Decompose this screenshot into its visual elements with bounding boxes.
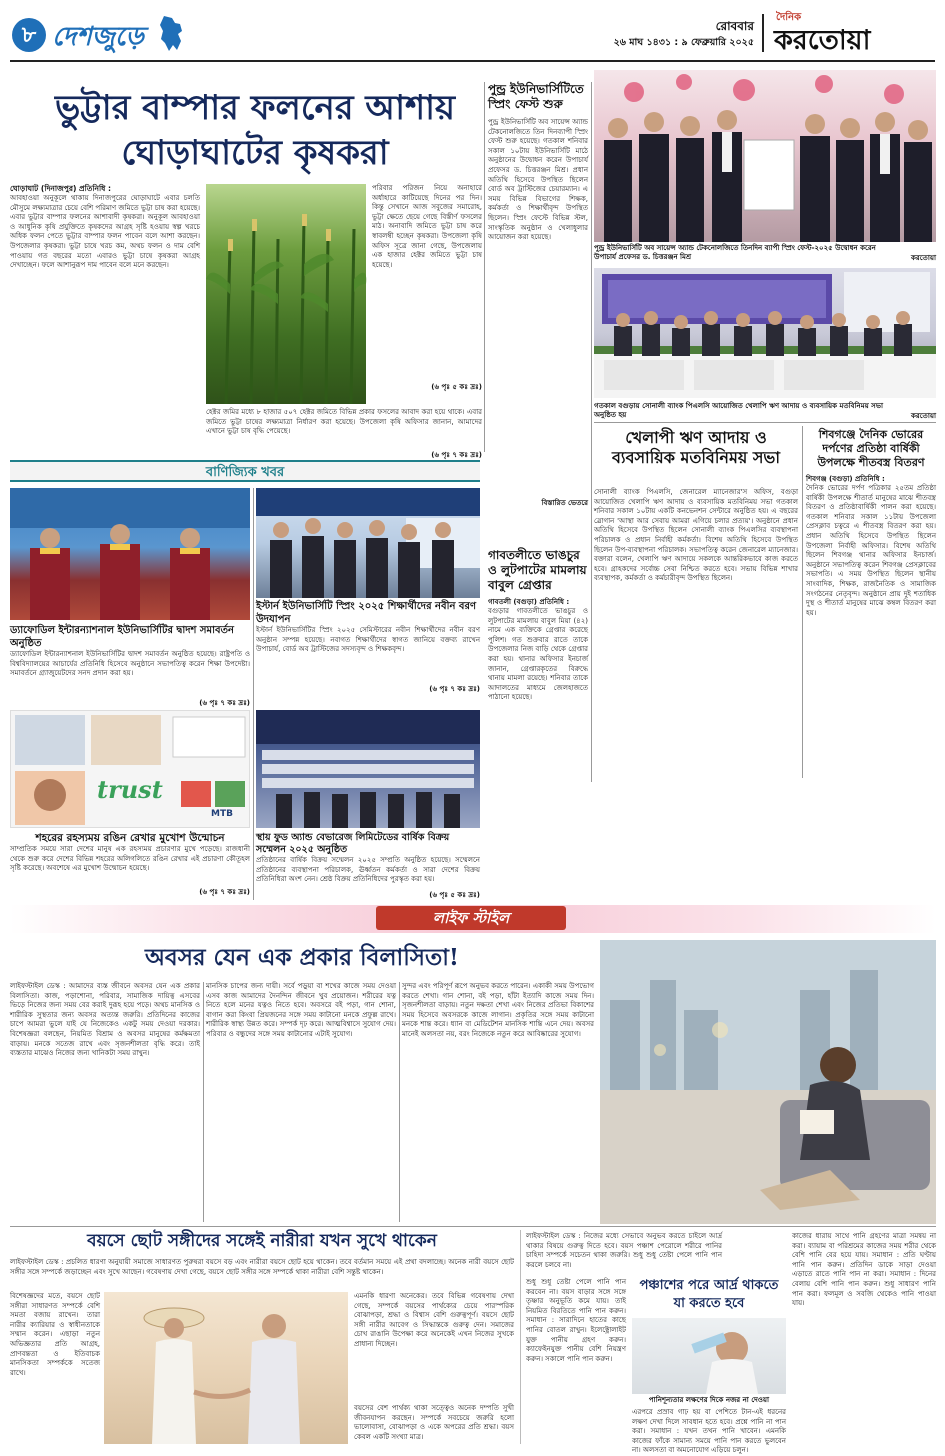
daffodil-more: (৬ পৃঃ ৭ কঃ দ্রঃ) <box>199 699 250 707</box>
partners-intro: লাইফস্টাইল ডেস্ক : প্রচলিত ধারণা অনুযায়ী সমাজে সাধারণত পুরুষরা বয়সে বড় এবং নারীরা বয়সে ছোট হয়ে থাকেন। তবে বর্তমান সময়ে এই প্রথা বদলাচ্ছে। অনেক নারী বয়সে ছোট সঙ্গীর সঙ্গে সম্পর্কে জড়াচ্ছেন এবং সুখে আছেন। গবেষণায় দেখা গেছে, বয়সে ছোট সঙ্গীর সঙ্গে সম্পর্কে থাকা নারীরা বেশি সন্তুষ্ট থাকেন। <box>10 1258 514 1276</box>
column-rule <box>591 82 592 782</box>
colorful-lines-collage-photo <box>10 710 250 828</box>
lead-column-mid <box>372 184 482 394</box>
leisure-headline: অবসর যেন এক প্রকার বিলাসিতা! <box>144 944 460 971</box>
pundra-body: পুন্ড্র ইউনিভার্সিটি অব সায়েন্স অ্যান্ড টেকনোলজিতে তিন দিনব্যাপী স্প্রিং ফেস্ট শুরু হয়েছে। গতকাল শনিবার সকাল ১০টায় ইউনিভার্সিটি মাঠে অনুষ্ঠানের উদ্বোধন করেন উপাচার্য প্রফেসর ড. চিত্তরঞ্জন মিশ্র। প্রধান অতিথি হিসেবে উপস্থিত ছিলেন বোর্ড অব ট্রাস্টিজের চেয়ারম্যান। এ সময় বিভিন্ন বিভাগের শিক্ষক, কর্মকর্তা ও শিক্ষার্থীবৃন্দ উপস্থিত ছিলেন। স্প্রিং ফেস্টে বিভিন্ন স্টল, সাংস্কৃতিক অনুষ্ঠান ও খেলাধুলার আয়োজন করা হয়েছে। <box>488 118 588 242</box>
daffodil-body: ড্যাফোডিল ইন্টারন্যাশনাল ইউনিভার্সিটির দ্বাদশ সমাবর্তন অনুষ্ঠিত হয়েছে। রাষ্ট্রপতি ও বিশ্ববিদ্যালয়ের আচার্যের প্রতিনিধি হিসেবে অনুষ্ঠানে সভাপতিত্ব করেন শিক্ষা উপদেষ্টা। সমাবর্তনে গ্র্যাজুয়েটদের সনদ প্রদান করা হয়। <box>10 650 250 678</box>
maize-plants-graphic <box>206 184 366 404</box>
loan-photo-credit: করতোয়া <box>911 412 936 420</box>
partners-left: বিশেষজ্ঞদের মতে, বয়সে ছোট সঙ্গীরা সাধারণত সম্পর্কে বেশি সমতা বজায় রাখেন। তারা নারীর ক্যারিয়ার ও স্বাধীনতাকে সম্মান করেন। এছাড়া নতুন অভিজ্ঞতার প্রতি আগ্রহ, প্রাণবন্ততা ও ইতিবাচক মানসিকতা সম্পর্ককে সতেজ রাখে। <box>10 1292 100 1377</box>
masthead-rule <box>10 60 935 62</box>
paper-prefix: দৈনিক <box>776 12 802 23</box>
eastern-orientation-photo <box>256 488 480 598</box>
loan-body: সোনালী ব্যাংক পিএলসি, জেনারেল ম্যানেজার'স অফিস, বগুড়া আয়োজিত খেলাপি ঋণ আদায় ও ব্যবসায়িক মতবিনিময় সভা গতকাল শনিবার সকাল ১০টায় একটি কনভেনশন সেন্টারে অনুষ্ঠিত হয়। এ বছরের স্লোগান 'আস্থা আর সেবায় আমরা এগিয়ে চলার প্রত্যয়'। অনুষ্ঠানে প্রধান অতিথি হিসেবে উপস্থিত ছিলেন সোনালী ব্যাংক পিএলসির ব্যবস্থাপনা পরিচালক ও প্রধান নির্বাহী কর্মকর্তা। বিশেষ অতিথি হিসেবে উপস্থিত ছিলেন উপ-ব্যবস্থাপনা পরিচালক। সভাপতিত্ব করেন জেনারেল ম্যানেজার। বক্তারা বলেন, খেলাপি ঋণ আদায়ে সকলকে আন্তরিকভাবে কাজ করতে হবে। গ্রাহকদের সর্বোচ্চ সেবা নিশ্চিত করতে হবে। সভায় বিভিন্ন শাখার ব্যবস্থাপক, কর্মকর্তা ও কর্মচারীবৃন্দ উপস্থিত ছিলেন। <box>594 488 798 583</box>
commercial-band: বাণিজ্যিক খবর <box>10 460 480 482</box>
pundra-headline: পুন্ড্র ইউনিভার্সিটিতে স্প্রিং ফেস্ট শুরু <box>488 82 584 111</box>
ceremony-people-graphic <box>594 70 936 242</box>
shibganj-headline: শিবগঞ্জে দৈনিক ভোরের দর্পণের প্রতিষ্ঠা বার্ষিকী উপলক্ষে শীতবস্ত্র বিতরণ <box>817 428 925 469</box>
pundra-ceremony-photo <box>594 70 936 242</box>
eastern-more: (৬ পৃঃ ৭ কঃ দ্রঃ) <box>429 685 480 693</box>
section-rule <box>10 1226 936 1227</box>
leisure-col2: মানসিক চাপের জন্য দায়ী। সর্বে পড়ুয়া বা শখের কাজে সময় দেওয়া এসব কাজ আমাদের দৈনন্দিন জীবনে খুব প্রয়োজন। শরীরের যত্ন নিতে হলে মনের যত্নও নিতে হবে। অবসরে বই পড়া, গান শোনা, বাগান করা কিংবা প্রিয়জনের সঙ্গে সময় কাটানো মনকে প্রফুল্ল রাখে। শারীরিক স্বাস্থ্য উন্নত করে। সম্পর্ক দৃঢ় করে। আত্মবিশ্বাসে সুযোগ দেয়। পরিবার ও বন্ধুদের সঙ্গে সময় কাটানোর এটাই সুযোগ। <box>206 982 396 1038</box>
shibganj-story <box>806 428 936 778</box>
couple-graphic <box>104 1292 348 1444</box>
masthead <box>0 0 945 62</box>
hydration-col1: শুধু শুধু তেষ্টা পেলে পানি পান করবেন না। বয়স বাড়ার সঙ্গে সঙ্গে তৃষ্ণার অনুভূতি কমে যায়। তাই নিয়মিত বিরতিতে পানি পান করুন। সমাধান : সারাদিনে হাতের কাছে পানির বোতল রাখুন। ইলেক্ট্রোলাইট যুক্ত পানীয় গ্রহণ করুন। ক্যাফেইনযুক্ত পানীয় বেশি নিয়ন্ত্রণ করুন। সকালে পানি পান করুন। <box>526 1278 626 1363</box>
leisure-col1: লাইফস্টাইল ডেস্ক : আমাদের ব্যস্ত জীবনে অবসর যেন এক প্রকার বিলাসিতা। কাজ, পড়াশোনা, পরিবার, সামাজিক দায়িত্ব এসবের ভিড়ে নিজের জন্য সময় বের করাই দুরূহ হয়ে পড়ে। অথচ মানসিক ও শারীরিক সুস্থতার জন্য অবসর অত্যন্ত জরুরি। প্রতিদিনের কাজের চাপে আমরা ভুলে যাই যে নিজেকেও একটু সময় দেওয়া দরকার। বিশেষজ্ঞরা বলছেন, নিয়মিত বিশ্রাম ও অবসর মানুষের কর্মক্ষমতা বাড়ায়। মনকে সতেজ রাখে এবং সৃজনশীলতা বৃদ্ধি করে। তাই ব্যস্ততার মাঝেও নিজের জন্য খানিকটা সময় রাখুন। <box>10 982 200 1058</box>
gabtoli-body: বগুড়ার গাবতলীতে ভাঙচুর ও লুটপাটের মামলায় বাবুল মিয়া (৪২) নামে এক ব্যক্তিকে গ্রেপ্তার করেছে পুলিশ। গত শুক্রবার রাতে তাকে উপজেলার নিজ বাড়ি থেকে গ্রেপ্তার করা হয়। থানার অফিসার ইনচার্জ জানান, গ্রেপ্তারকৃতের বিরুদ্ধে থানায় মামলা রয়েছে। শনিবার তাকে আদালতের মাধ্যমে জেলহাজতে পাঠানো হয়েছে। <box>488 607 588 702</box>
orientation-graphic <box>256 488 480 598</box>
lifestyle-banner: লাইফ স্টাইল <box>376 906 566 930</box>
sales-conference-photo <box>256 710 480 828</box>
column-rule <box>484 82 485 452</box>
reading-woman-photo <box>600 940 936 1224</box>
lead-headline-line2: ঘোড়াঘাটের কৃষকরা <box>121 133 389 173</box>
mtb-badge: MTB <box>211 809 233 819</box>
hydration-tail: এরপরে প্রস্রাব গাঢ় হয় বা পেশিতে টান-এই ধরনের লক্ষণ দেখা দিলে সাবধান হতে হবে। প্রশ্নে পানি না পান করা। সমাধান : যখন তখন পানি খাবেন। এমনকি কাজের ফাঁকে সামান্য সময়ে পানি পান করতে ভুলবেন না। অলসতা বা অমনোযোগ এড়িয়ে চলুন। <box>632 1408 786 1455</box>
water-bottle-graphic <box>632 1318 786 1394</box>
lead-headline-line1: ভুট্টার বাম্পার ফলনের আশায় <box>54 88 456 128</box>
gabtoli-dateline: গাবতলী (বগুড়া) প্রতিনিধি : <box>488 598 570 606</box>
gabtoli-story <box>488 548 588 780</box>
date-line: ২৬ মাঘ ১৪৩১ : ৯ ফেব্রুয়ারি ২০২৫ <box>613 37 754 48</box>
conference-crowd-graphic <box>256 710 480 828</box>
shibganj-body: দৈনিক ভোরের দর্পণ পত্রিকার ২৫তম প্রতিষ্ঠা বার্ষিকী উপলক্ষে শীতার্ত মানুষের মাঝে শীতবস্ত্র বিতরণ ও প্রতিষ্ঠাবার্ষিকী পালন করা হয়েছে। গতকাল শনিবার সকাল ১১টায় উপজেলা প্রেসক্লাব চত্বরে এ শীতবস্ত্র বিতরণ করা হয়। প্রধান অতিথি হিসেবে উপস্থিত ছিলেন উপজেলা নির্বাহী অফিসার। বিশেষ অতিথি ছিলেন শিবগঞ্জ থানার অফিসার ইনচার্জ। অনুষ্ঠানে সভাপতিত্ব করেন শিবগঞ্জ প্রেসক্লাবের সভাপতি। এ সময় উপস্থিত ছিলেন স্থানীয় সাংবাদিক, শিক্ষক, রাজনৈতিক ও সামাজিক সংগঠনের নেতৃবৃন্দ। অনুষ্ঠানে প্রায় দুই শতাধিক দুস্থ ও শীতার্ত মানুষের মাঝে কম্বল বিতরণ করা হয়। <box>806 484 936 617</box>
column-rule <box>203 982 204 1222</box>
lead-dateline: ঘোড়াঘাট (দিনাজপুর) প্রতিনিধি : <box>10 184 111 193</box>
day-label: রোববার <box>715 19 754 33</box>
pundra-photo-caption: পুন্ড্র ইউনিভার্সিটি অব সায়েন্স অ্যান্ড টেকনোলজিতে তিনদিন ব্যাপী স্প্রিং ফেস্ট-২০২৫ উদ্বোধন করেন উপাচার্য প্রফেসর ড. চিত্তরঞ্জন মিশ্র <box>594 244 876 261</box>
colorful-lines-headline: শহরের রহস্যময় রঙিন রেখার মুখোশ উন্মোচন <box>35 832 225 844</box>
lead-continued-mid: (৬ পৃঃ ৫ কঃ দ্রঃ) <box>431 383 482 391</box>
drinking-water-photo <box>632 1318 786 1394</box>
column-rule <box>253 488 254 900</box>
column-rule <box>399 982 400 1222</box>
colorful-lines-more: (৬ পৃঃ ৭ কঃ দ্রঃ) <box>199 888 250 896</box>
column-rule <box>802 426 803 778</box>
loan-meeting-photo <box>594 268 936 398</box>
sales-conference-story <box>256 832 480 904</box>
lead-body-bottom: হেক্টর জমির মধ্যে ৮ হাজার ৫০৭ হেক্টর জমিতে বিভিন্ন প্রকার ফসলের আবাদ করা হয়ে থাকে। এবার জমিতে ভুট্টা চাষের লক্ষ্যমাত্রা নির্ধারণ করা হয়েছে। উপজেলা কৃষি অফিসার জানান, আমাদের এখানে ভুট্টা চাষ বৃদ্ধি পেয়েছে। <box>206 408 482 436</box>
shibganj-dateline: শিবগঞ্জ (বগুড়া) প্রতিনিধি : <box>806 475 885 483</box>
section-title: দেশজুড়ে <box>52 22 144 52</box>
daffodil-convocation-photo <box>10 488 250 620</box>
trust-ad-text: trust <box>97 775 163 804</box>
eastern-headline: ইস্টার্ন ইউনিভার্সিটি স্প্রিং ২০২৫ শিক্ষার্থীদের নবীন বরণ উদযাপন <box>256 601 477 625</box>
sales-conference-body: প্রতিষ্ঠানের বার্ষিক বিক্রয় সম্মেলন ২০২৫ সম্প্রতি অনুষ্ঠিত হয়েছে। সম্মেলনে প্রতিষ্ঠানের ব্যবস্থাপনা পরিচালক, ঊর্ধ্বতন কর্মকর্তা ও সারা দেশের বিক্রয় প্রতিনিধিরা অংশ নেন। শ্রেষ্ঠ বিক্রয় প্রতিনিধিদের পুরস্কৃত করা হয়। <box>256 856 480 884</box>
lead-column-left <box>10 184 200 460</box>
partners-bottom: বয়সের বেশ পার্থক্য থাকা সত্ত্বেও অনেক দম্পতি সুখী জীবনযাপন করছেন। সম্পর্কে সবচেয়ে জরুরি হলো ভালোবাসা, বোঝাপড়া ও একে অপরের প্রতি শ্রদ্ধা। বয়স কেবল একটি সংখ্যা মাত্র। <box>354 1404 514 1441</box>
eastern-story <box>256 600 480 706</box>
gabtoli-headline: গাবতলীতে ভাঙচুর ও লুটপাটের মামলায় বাবুল গ্রেপ্তার <box>488 548 587 592</box>
partners-headline: বয়সে ছোট সঙ্গীদের সঙ্গেই নারীরা যখন সুখে থাকেন <box>87 1231 437 1251</box>
sales-conference-more: (৬ পৃঃ ৫ কঃ দ্রঃ) <box>429 891 480 899</box>
hydration-intro: লাইফস্টাইল ডেস্ক : নিজের মধ্যে সেভাবে অনুভব করতে চাইলে আর্দ্র থাকার বিষয়ে গুরুত্ব দিতে হবে। বয়স পঞ্চাশ পেরোলে শরীরে পানির চাহিদা সম্পর্কে সচেতন থাকা জরুরি। শুধু শুধু তেষ্টা পেলে পানি পান করলে চলবে না। <box>526 1232 722 1269</box>
eastern-body: ইস্টার্ন ইউনিভার্সিটির স্প্রিং ২০২৫ সেমিস্টারের নবীন শিক্ষার্থীদের নবীন বরণ অনুষ্ঠান সম্পন্ন হয়েছে। নবাগত শিক্ষার্থীদের স্বাগত জানিয়ে বক্তব্য রাখেন উপাচার্য, বোর্ড অব ট্রাস্টিজের সদস্যবৃন্দ ও শিক্ষকবৃন্দ। <box>256 626 480 654</box>
lead-column-bottom <box>206 408 482 460</box>
section-rule <box>594 422 936 423</box>
pundra-photo-credit: করতোয়া <box>911 254 936 262</box>
page-number-badge: ৮ <box>12 18 46 52</box>
lead-body-left: আবহাওয়া অনুকূলে থাকায় দিনাজপুরের ঘোড়াঘাটে এবার চলতি মৌসুমে লক্ষ্যমাত্রার চেয়ে বেশি পরিমাণ জমিতে ভুট্টা চাষ করা হয়েছে। এবার ভুট্টার বাম্পার ফলনের আশাবাদী কৃষকরা। অনুকূল আবহাওয়া ও আধুনিক কৃষি প্রযুক্তিতে কৃষকদের আগ্রহ সৃষ্টি হওয়ায় স্বল্প খরচে অধিক ফলন পেতে ভুট্টার বাম্পার ফলন পাবেন বলে আশা করছেন। উপজেলার কৃষকরা। ভুট্টা চাষে খরচ কম, অথচ ফলন ও দাম বেশি পাওয়ায় গত বছরের মতো এবারও ভুট্টা চাষে কৃষকরা আগ্রহ দেখাচ্ছেন। ফলে আশানুরূপ দাম পাবেন বলে মনে করছেন। <box>10 194 200 270</box>
hydration-caption: পানিশূন্যতার লক্ষণের দিকে নজর না দেওয়া <box>648 1396 770 1404</box>
sales-conference-headline: স্থায় ফুড অ্যান্ড বেভারেজ লিমিটেডের বার্ষিক বিক্রয় সম্মেলন ২০২৫ অনুষ্ঠিত <box>256 832 450 855</box>
hydration-headline-line2: যা করতে হবে <box>673 1296 745 1311</box>
lead-continued: (৬ পৃঃ ৭ কঃ দ্রঃ) <box>431 451 482 459</box>
convocation-graphic <box>10 488 250 620</box>
reading-scene-graphic <box>600 940 936 1224</box>
meeting-stage-graphic <box>594 268 936 398</box>
partners-mid: এমনকি ধারণা অনেকের। তবে বিভিন্ন গবেষণায় দেখা গেছে, সম্পর্কে বয়সের পার্থক্যের চেয়ে পারস্পরিক বোঝাপড়া, শ্রদ্ধা ও বিশ্বাস বেশি গুরুত্বপূর্ণ। বয়সে ছোট সঙ্গী নারীর আবেগ ও সিদ্ধান্তকে গুরুত্ব দেন। সমাজের চোখ রাঙানি উপেক্ষা করে অনেকেই এখন নিজের সুখকে প্রাধান্য দিচ্ছেন। <box>354 1292 514 1348</box>
masthead-divider <box>762 14 764 52</box>
maize-field-photo <box>206 184 366 404</box>
lead-body-mid: পরিবার পরিজন নিয়ে অনাহারে অর্ধাহারে কাটিয়েছে দিনের পর দিন। কিন্তু সেখানে আজ সবুজের সমারোহ, ভুট্টা ক্ষেতে ছেয়ে গেছে বিস্তীর্ণ ফসলের মাঠ। অনাবাদি জমিতে ভুট্টা চাষ করে স্বাবলম্বী হচ্ছেন কৃষকরা। উপজেলা কৃষি অফিস সূত্রে জানা গেছে, উপজেলায় এক হাজার হেক্টর জমিতে ভুট্টা চাষ হয়েছে। <box>372 184 482 269</box>
hydration-headline-line1: পঞ্চাশের পরে আর্দ্র থাকতে <box>639 1278 779 1293</box>
paper-name: করতোয়া <box>774 25 871 56</box>
pundra-continued: বিস্তারিত ভেতরে <box>541 499 588 507</box>
loan-headline: খেলাপী ঋণ আদায় ও ব্যবসায়িক মতবিনিময় সভা <box>612 428 780 467</box>
bangladesh-map-icon <box>158 14 184 54</box>
pundra-column <box>488 82 588 542</box>
colorful-lines-body: সাম্প্রতিক সময়ে সারা দেশের মানুষ এক রহস্যময় প্রচারণার মুখে পড়েছে। রাজধানী থেকে শুরু করে দেশের বিভিন্ন শহরের অলিগলিতে রঙিন রেখার এই প্রচারণা কৌতূহল সৃষ্টি করেছে। অবশেষে এর মুখোশ উন্মোচন হয়েছে। <box>10 845 250 873</box>
hydration-col2: কাজের ধারায় সাথে পানি গ্রহণের মাত্রা সমন্বয় না করা। ব্যায়াম বা পরিশ্রমের কাজের সময় শরীর থেকে বেশি পানি বের হয়ে যায়। সমাধান : প্রতি ঘণ্টায় পানি পান করুন। প্রতিদিন ডাকে সাড়া দেওয়া এড়াতে রাতে পানি পান না করা। সমাধান : দিনের বেলায় বেশি পানি পান করুন। শুধু সাধারণ পানি পান করা। ফলমূল ও সবজি থেকেও পানি পাওয়া যায়। <box>792 1232 936 1308</box>
daffodil-story <box>10 624 250 706</box>
leisure-col3: সুন্দর এবং পরিপূর্ণ রূপে অনুভব করতে পারেন। একাকী সময় উপভোগ করতে শেখা। গান শোনা, বই পড়া, হাঁটা ইত্যাদি কাজে সময় দিন। সৃজনশীলতা বাড়ায়। নতুন দক্ষতা শেখা এবং নিজের প্রতিভা বিকাশের সময় হিসেবে অবসরকে কাজে লাগান। প্রকৃতির সঙ্গে সময় কাটানো মনকে শান্ত করে। ধ্যান বা মেডিটেশন মানসিক শান্তি এনে দেয়। অবসর মানেই অলসতা নয়, বরং নিজেকে নতুন করে আবিষ্কারের সুযোগ। <box>402 982 594 1038</box>
couple-photo <box>104 1292 348 1444</box>
daffodil-headline: ড্যাফোডিল ইন্টারন্যাশনাল ইউনিভার্সিটির দ্বাদশ সমাবর্তন অনুষ্ঠিত <box>10 625 235 649</box>
loan-photo-caption: গতকাল বগুড়ায় সোনালী ব্যাংক পিএলসি আয়োজিত খেলাপি ঋণ আদায় ও ব্যবসায়িক মতবিনিময় সভা অনুষ্ঠিত হয় <box>594 402 884 419</box>
colorful-lines-story <box>10 832 250 904</box>
hydration-divider <box>520 1230 521 1444</box>
